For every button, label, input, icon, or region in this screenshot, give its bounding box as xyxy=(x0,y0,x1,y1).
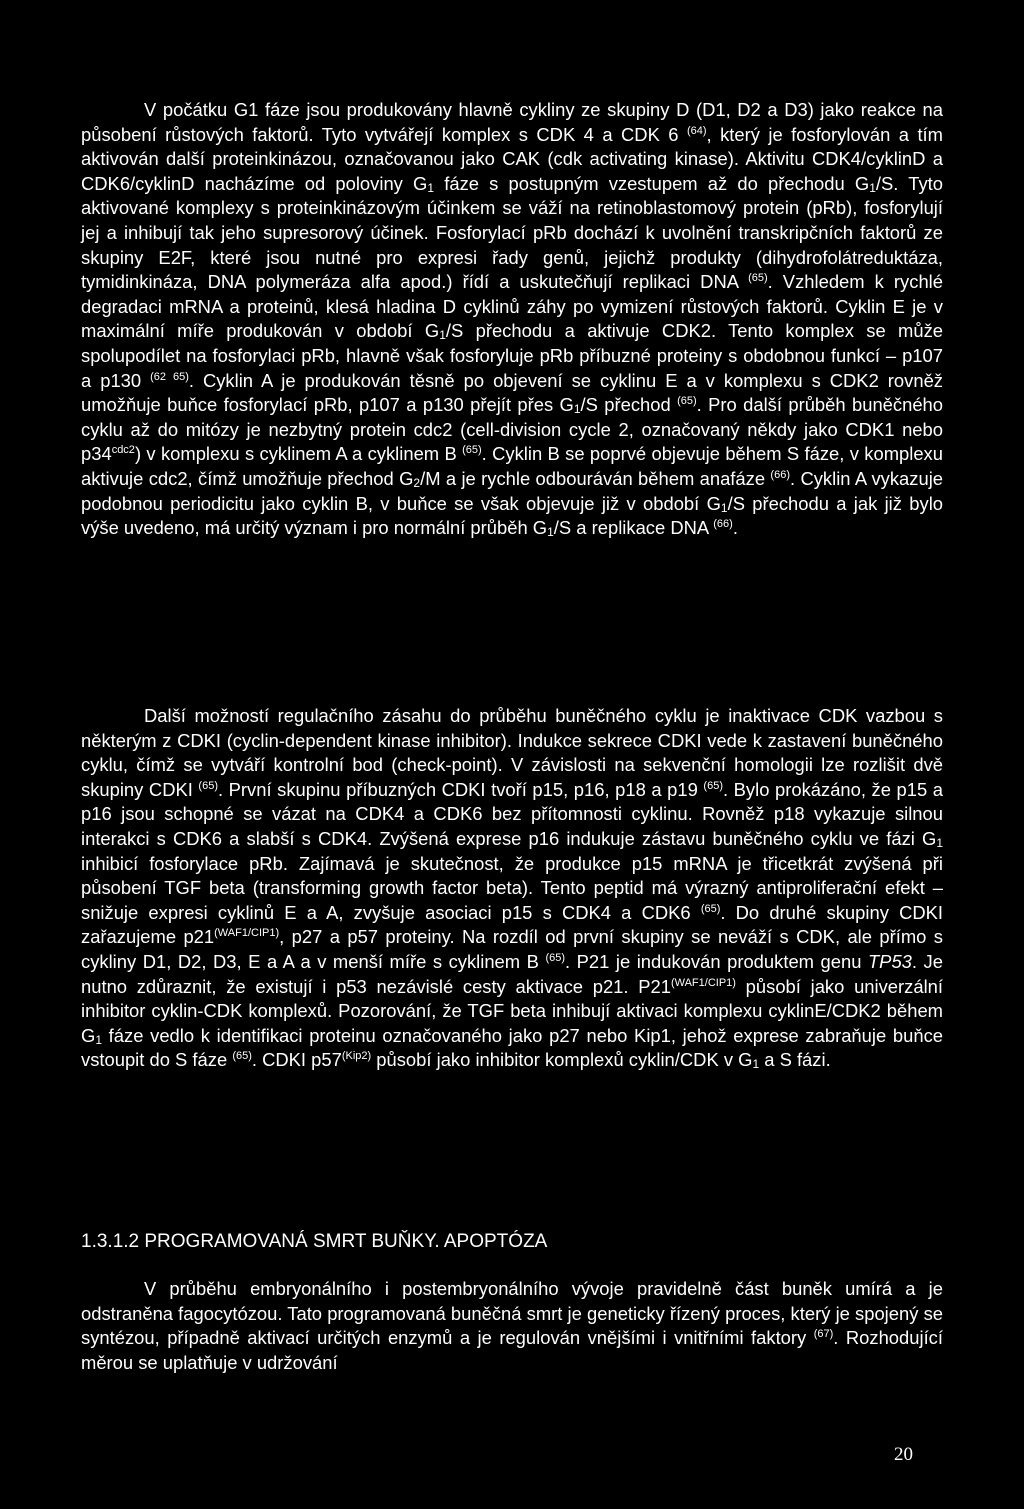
text-run: fáze vedlo k identifikaci proteinu označovaného jako p27 nebo Kip1, jehož exprese zabraňuje buňce vstoupit do S fáze xyxy=(81,1024,943,1071)
text-run: fáze s postupným vzestupem až do přechodu G xyxy=(434,172,870,194)
text-run: /S přechodu a jak již bylo výše uvedeno, má určitý význam i pro normální průběh G xyxy=(81,492,944,539)
citation: (65) xyxy=(677,395,697,408)
text-run: . Do druhé skupiny CDKI zařazujeme p21 xyxy=(81,901,944,948)
page-number: 20 xyxy=(894,1444,913,1465)
text-run: V počátku G1 fáze jsou produkovány hlavně cykliny ze skupiny D (D1, D2 a D3) jako reakce na působení růstových faktorů. Tyto vytvářejí komplex s CDK 4 a CDK 6 xyxy=(81,99,943,145)
text-run: působí jako inhibitor komplexů cyklin/CDK v G xyxy=(371,1049,753,1071)
text-run: , který je fosforylován a tím aktivován další proteinkinázou, označovanou jako CAK (cdk activating kinase). Aktivitu CDK4/cyklinD a CDK6/cyklinD nacházíme od poloviny G xyxy=(81,123,943,194)
text-run: . CDKI p57 xyxy=(251,1049,342,1071)
citation: (62 65) xyxy=(150,370,189,383)
paragraph-cyclin-d xyxy=(81,98,943,541)
paragraph-apoptosis xyxy=(81,1277,943,1375)
text-run: . Cyklin A vykazuje podobnou periodicitu jako cyklin B, v buňce se však objevuje již v období G xyxy=(81,467,944,514)
subscript: 1 xyxy=(573,402,581,417)
superscript: cdc2 xyxy=(111,444,135,457)
citation: (65) xyxy=(232,1050,252,1063)
text-run: ) v komplexu s cyklinem A a cyklinem B xyxy=(134,443,463,465)
citation: (65) xyxy=(700,902,721,915)
text-run: /S přechodu a aktivuje CDK2. Tento komplex se může spolupodílet na fosforylaci pRb, hlavně však fosforyluje pRb příbuzné proteiny s obdobnou funkcí – p107 a p130 xyxy=(81,320,943,391)
text-run: . Cyklin A je produkován těsně po objevení se cyklinu E a v komplexu s CDK2 rovněž umožňuje buňce fosforylací pRb, p107 a p130 přejít přes G xyxy=(81,369,943,416)
text-run: . Bylo prokázáno, že p15 a p16 jsou schopné se vázat na CDK4 a CDK6 bez přítomnosti cyklinu. Rovněž p18 vykazuje silnou interakci s CDK6 a slabší s CDK4. Zvýšená exprese p16 indukuje zástavu buněčného cyklu ve fázi G xyxy=(81,778,943,849)
text-run: působí jako univerzální inhibitor cyklin-CDK komplexů. Pozorování, že TGF beta inhibují aktivaci komplexu cyklinE/CDK2 během G xyxy=(81,975,943,1046)
section-heading: 1.3.1.2 PROGRAMOVANÁ SMRT BUŇKY. APOPTÓZA xyxy=(81,1231,548,1252)
text-run: . První skupinu příbuzných CDKI tvoří p15, p16, p18 a p19 xyxy=(217,778,704,800)
text-run: . Pro další průběh buněčného cyklu až do mitózy je nezbytný protein cdc2 (cell-division cycle 2, označovaný někdy jako CDK1 nebo p34 xyxy=(81,394,944,465)
text-run: Další možností regulačního zásahu do průběhu buněčného cyklu je inaktivace CDK vazbou s některým z CDKI (cyclin-dependent kinase inhibitor). Indukce sekrece CDKI vede k zastavení buněčného cyklu, čímž se vytváří kontrolní bod (check-point). V závislosti na sekvenční homologii lze rozlišit dvě skupiny CDKI xyxy=(81,705,943,800)
text-run: . Je nutno zdůraznit, že existují i p53 nezávislé cesty aktivace p21. P21 xyxy=(81,950,943,997)
subscript: 1 xyxy=(936,835,943,850)
subscript: 1 xyxy=(752,1057,760,1072)
subscript: 1 xyxy=(427,180,435,195)
superscript: (WAF1/CIP1) xyxy=(214,927,280,940)
text-run: /M a je rychle odbouráván během anafáze xyxy=(420,467,771,489)
text-run: /S přechod xyxy=(580,394,678,416)
citation: (65) xyxy=(462,444,482,457)
text-run: a S fázi. xyxy=(759,1049,831,1071)
citation: (65) xyxy=(748,272,768,285)
text-run: /S. Tyto aktivované komplexy s proteinkinázovým účinkem se váží na retinoblastomový protein (pRb), fosforylují jej a inhibují tak jeho supresorový účinek. Fosforylací pRb dochází k uvolnění transkripčních faktorů ze skupiny E2F, které jsou nutné pro expresi řady genů, jejichž produkty (dihydrofolátreduktáza, tymidinkináza, DNA polymeráza alfa apod.) řídí a uskutečňují replikaci DNA xyxy=(81,172,943,293)
citation: (67) xyxy=(813,1328,834,1341)
subscript: 1 xyxy=(720,500,728,515)
subscript: 2 xyxy=(413,475,421,490)
text-run: . Rozhodující měrou se uplatňuje v udržování xyxy=(81,1327,943,1373)
subscript: 1 xyxy=(869,180,876,195)
text-run: inhibicí fosforylace pRb. Zajímavá je skutečnost, že produkce p15 mRNA je třicetkrát zvýšená při působení TGF beta (transforming growth factor beta). Tento peptid má výrazný antiproliferační efekt – snižuje expresi cyklinů E a A, zvyšuje asociaci p15 s CDK4 a CDK6 xyxy=(81,852,943,923)
text-run: . Cyklin B se poprvé objevuje během S fáze, v komplexu aktivuje cdc2, čímž umožňuje přechod G xyxy=(81,443,943,489)
text-run: /S a replikace DNA xyxy=(553,517,714,539)
superscript: (Kip2) xyxy=(341,1050,372,1063)
subscript: 1 xyxy=(95,1032,102,1047)
text-run: V průběhu embryonálního i postembryonálního vývoje pravidelně část buněk umírá a je odstraněna fagocytózou. Tato programovaná buněčná smrt je geneticky řízený proces, který je spojený se syntézou, případně aktivací určitých enzymů a je regulován vnějšími i vnitřními faktory xyxy=(81,1278,943,1349)
citation: (66) xyxy=(770,468,790,481)
citation: (64) xyxy=(686,124,707,137)
subscript: 1 xyxy=(547,525,554,540)
text-run: . Vzhledem k rychlé degradaci mRNA a proteinů, klesá hladina D cyklinů záhy po vymizení růstových faktorů. Cyklin E je v maximální míře produkován v období G xyxy=(81,271,943,342)
paragraph-cdki xyxy=(81,704,943,1073)
citation: (65) xyxy=(703,779,723,792)
citation: (66) xyxy=(713,518,733,531)
text-run: . P21 je indukován produktem genu xyxy=(565,950,868,972)
text-run: . xyxy=(732,517,738,539)
gene-name: TP53 xyxy=(867,950,912,972)
text-run: , p27 a p57 proteiny. Na rozdíl od první skupiny se neváží s CDK, ale přímo s cykliny D1, D2, D3, E a A a v menší míře s cyklinem B xyxy=(81,926,943,972)
superscript: (WAF1/CIP1) xyxy=(670,976,736,989)
citation: (65) xyxy=(198,779,218,792)
subscript: 1 xyxy=(439,328,446,343)
citation: (65) xyxy=(545,951,565,964)
